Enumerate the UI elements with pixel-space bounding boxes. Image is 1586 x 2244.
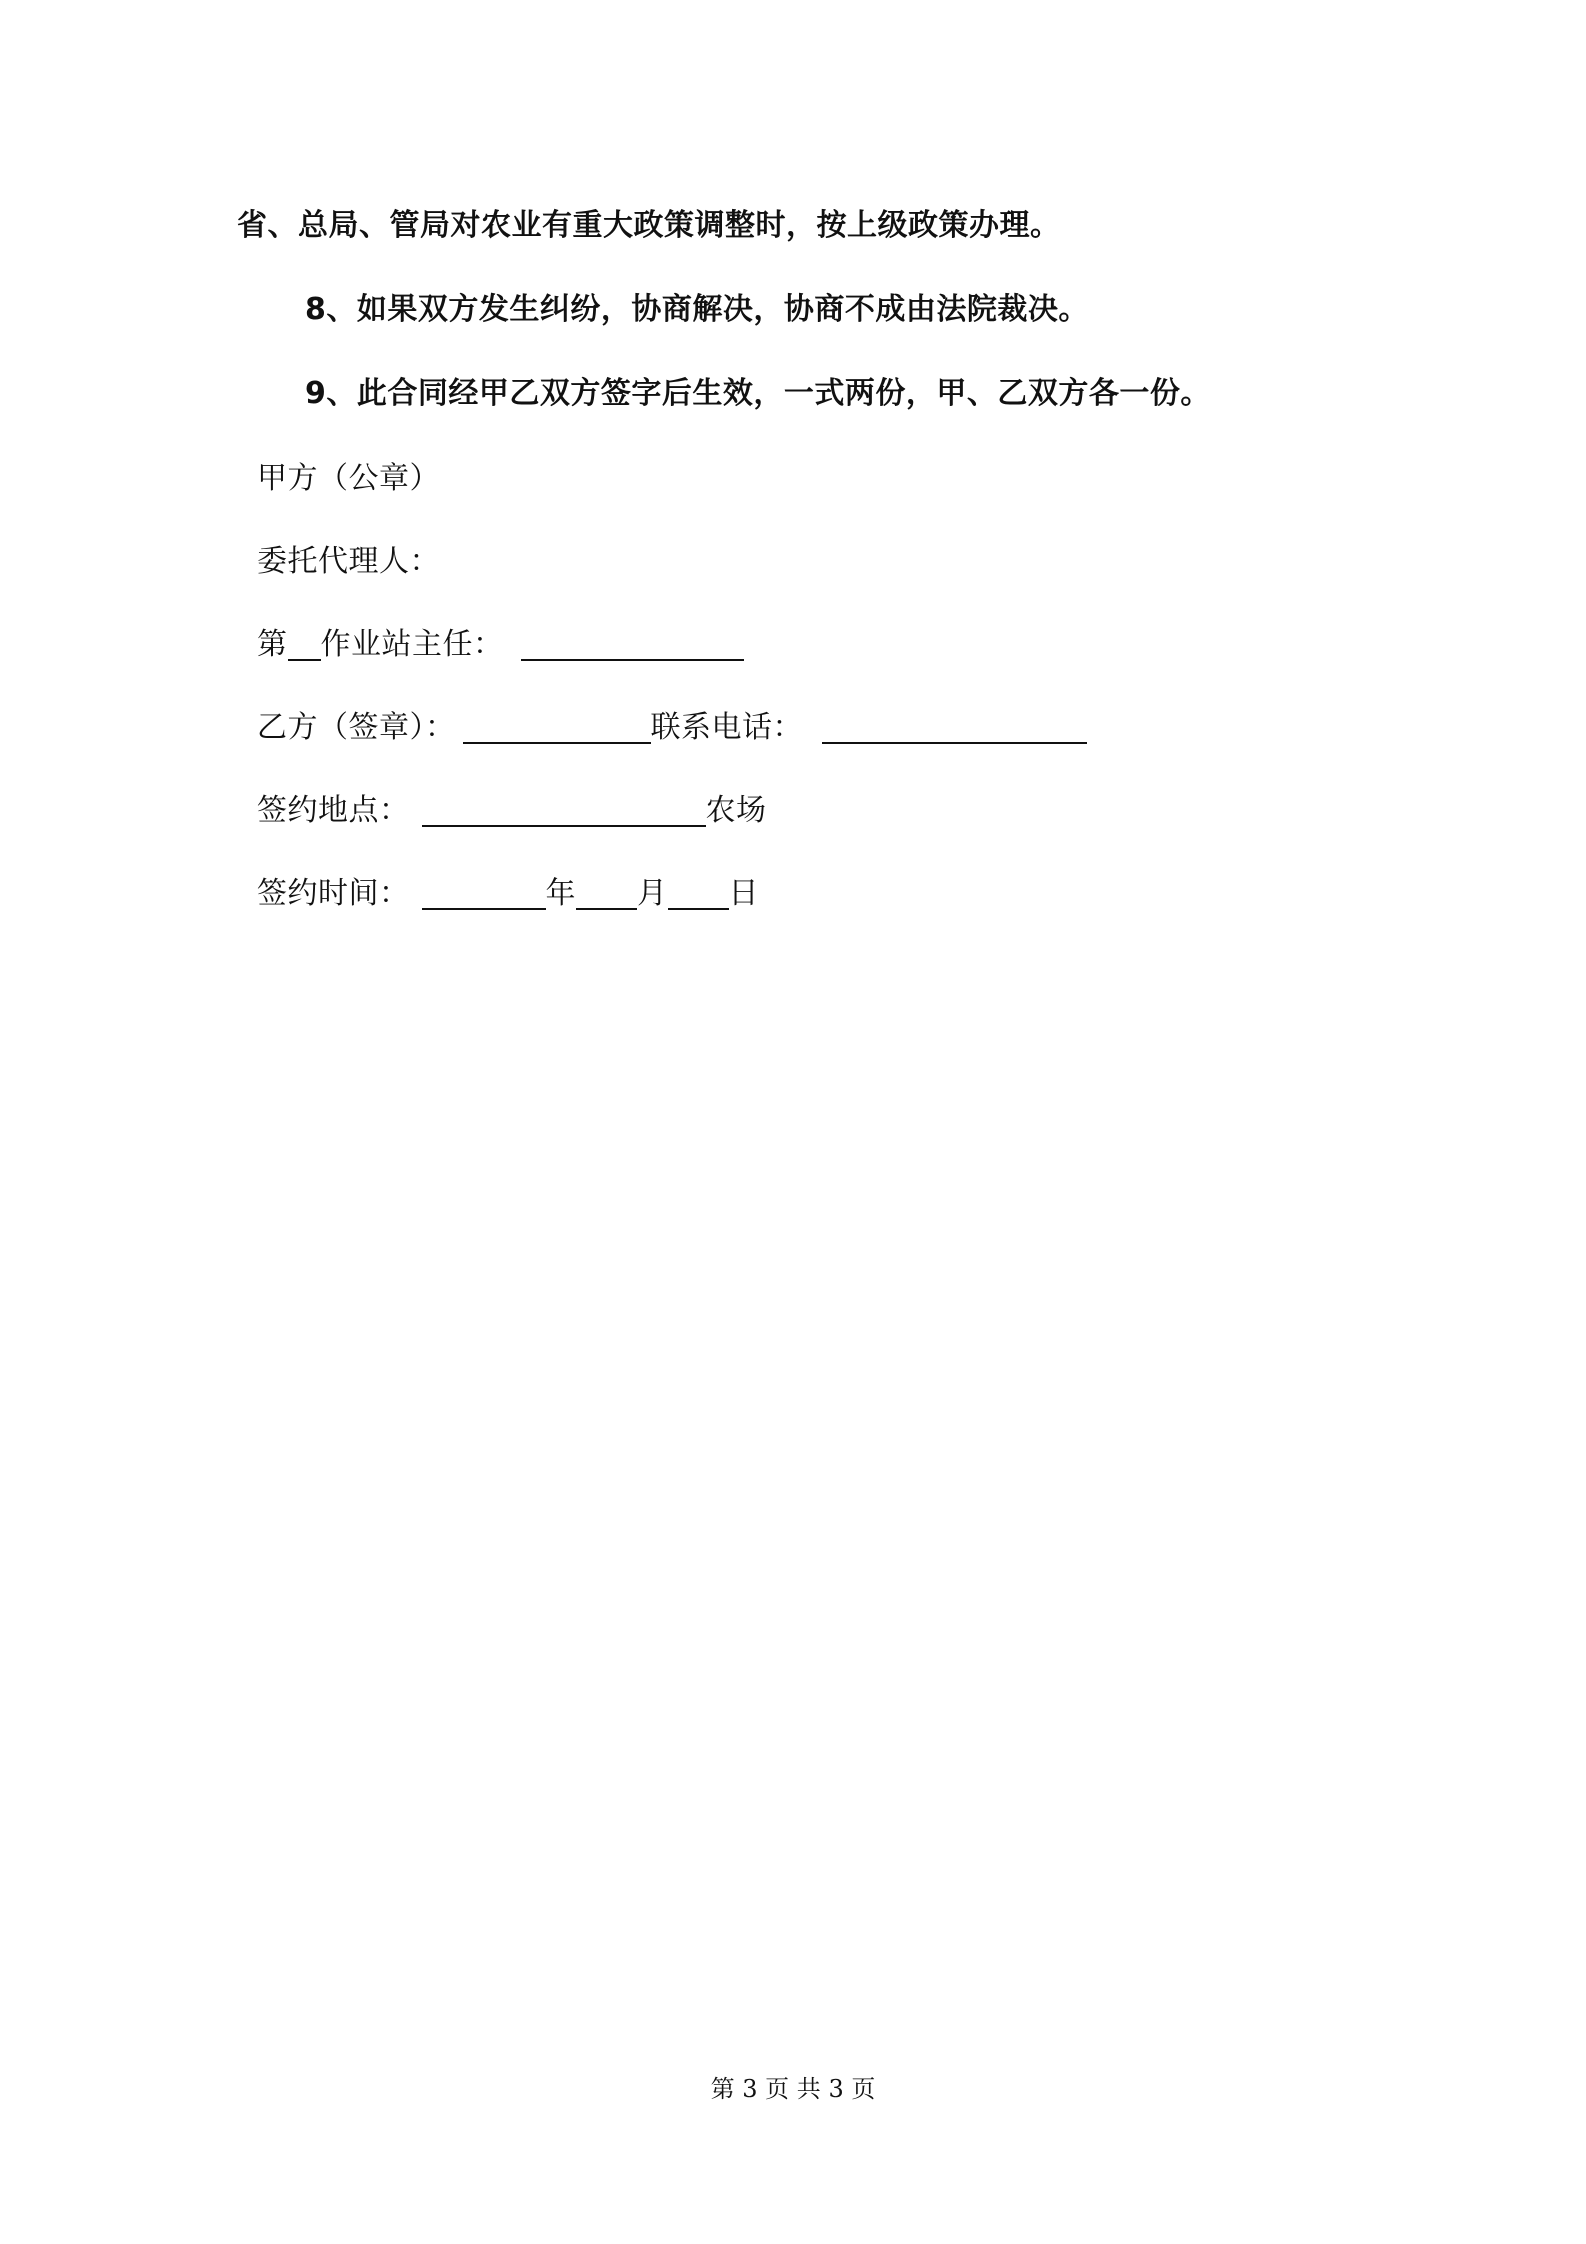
signing-place-blank — [422, 795, 706, 827]
farm-label: 农场 — [705, 793, 767, 828]
party-b-label: 乙方（签章）： — [257, 710, 456, 745]
party-a-seal-line — [257, 459, 440, 499]
party-b-line — [257, 708, 1087, 748]
signing-place-label: 签约地点： — [257, 793, 410, 828]
party-b-signature-blank — [463, 712, 651, 744]
year-label: 年 — [545, 876, 576, 911]
station-director-line — [257, 625, 744, 665]
agent-line — [257, 542, 440, 582]
station-director-label: 作业站主任： — [320, 627, 504, 662]
dispute-resolution-clause: 8、如果双方发生纠纷，协商解决，协商不成由法院裁决。 — [305, 292, 1089, 327]
day-blank — [668, 878, 729, 910]
signing-time-line — [257, 874, 759, 914]
agent-label: 委托代理人： — [257, 544, 440, 579]
party-a-label: 甲方（公章） — [257, 461, 440, 496]
effectiveness-clause: 9、此合同经甲乙双方签字后生效，一式两份，甲、乙双方各一份。 — [305, 376, 1211, 411]
station-number-blank — [288, 629, 321, 661]
page-number: 第 3 页 共 3 页 — [710, 2075, 876, 2103]
signing-place-line — [257, 791, 767, 831]
signing-time-label: 签约时间： — [257, 876, 410, 911]
month-label: 月 — [637, 876, 668, 911]
year-blank — [422, 878, 546, 910]
phone-label: 联系电话： — [650, 710, 803, 745]
policy-adjustment-clause: 省、总局、管局对农业有重大政策调整时，按上级政策办理。 — [237, 208, 1061, 243]
phone-blank — [822, 712, 1087, 744]
station-director-blank — [521, 629, 744, 661]
day-label: 日 — [728, 876, 759, 911]
station-prefix-label: 第 — [257, 627, 288, 662]
month-blank — [576, 878, 637, 910]
